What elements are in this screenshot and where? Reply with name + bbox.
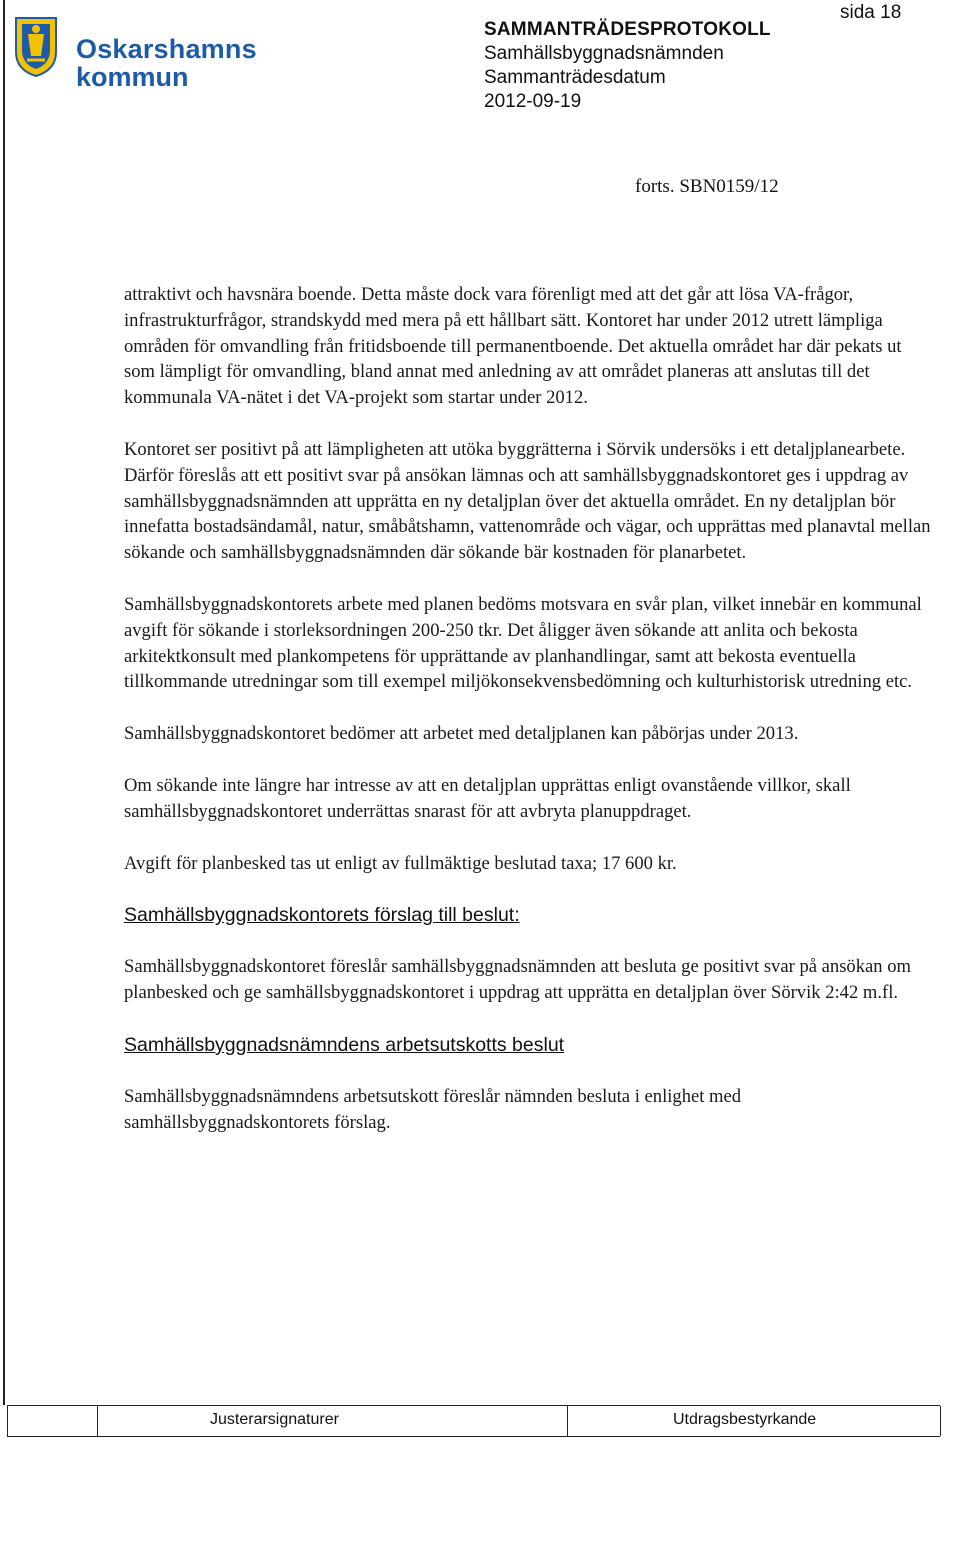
paragraph: attraktivt och havsnära boende. Detta måste dock vara förenligt med att det går att lösa VA-frågor, infrastrukturfrågor, strandskydd med mera på ett hållbart sätt. Kontoret har under 2012 utrett lämpliga områden för omvandling från fritidsboende till permanentboende. Det aktuella området har där pekats ut som lämpligt för omvandling, bland annat med anledning av att området planeras att anslutas till det kommunala VA-nätet i det VA-projekt som startar under 2012.: [124, 284, 902, 409]
paragraph: Avgift för planbesked tas ut enligt av fullmäktige beslutad taxa; 17 600 kr.: [124, 852, 677, 874]
case-reference: forts. SBN0159/12: [635, 176, 779, 197]
logo-wordmark: [76, 36, 257, 91]
logo-line-1: Oskarshamns: [76, 34, 257, 64]
section-heading-decision: Samhällsbyggnadsnämndens arbetsutskotts beslut: [124, 1033, 565, 1056]
document-body: [124, 282, 934, 1136]
footer-cell-blank: [7, 1406, 98, 1436]
footer-cell-signatures: [97, 1406, 568, 1436]
logo-line-2: kommun: [76, 62, 189, 92]
certification-label: Utdragsbestyrkande: [673, 1411, 817, 1428]
municipality-logo: [14, 14, 264, 92]
page-number: sida 18: [840, 2, 902, 23]
signature-footer: [7, 1405, 940, 1437]
paragraph: Samhällsbyggnadskontoret föreslår samhällsbyggnadsnämnden att besluta ge positivt svar på ansökan om planbesked och ge samhällsbyggnadskontoret i uppdrag att upprätta en detaljplan över Sörvik 2:42 m.fl.: [124, 956, 911, 1004]
crest-icon: [14, 16, 58, 78]
paragraph: Kontoret ser positivt på att lämpligheten att utöka byggrätterna i Sörvik undersöks i ett detaljplanearbete. Därför föreslås att ett positivt svar på ansökan lämnas och att samhällsbyggnadskontoret ges i uppdrag av samhällsbyggnadsnämnden att upprätta en ny detaljplan över det aktuella området. En ny detaljplan bör innefatta bostadsändamål, natur, småbåtshamn, vattenområde och vägar, och upprättas med planavtal mellan sökande och samhällsbyggnadsnämnden där sökande bär kostnaden för planarbetet.: [124, 438, 931, 564]
paragraph: Samhällsbyggnadsnämndens arbetsutskott föreslår nämnden besluta i enlighet med samhällsbyggnadskontorets förslag.: [124, 1085, 742, 1133]
signatures-label: Justerarsignaturer: [210, 1411, 339, 1428]
paragraph: Samhällsbyggnadskontoret bedömer att arbetet med detaljplanen kan påbörjas under 2013.: [124, 723, 799, 745]
committee-name: Samhällsbyggnadsnämnden: [484, 43, 724, 64]
paragraph: Om sökande inte längre har intresse av att en detaljplan upprättas enligt ovanstående villkor, skall samhällsbyggnadskontoret underrättas snarast för att avbryta planuppdraget.: [124, 774, 851, 822]
section-heading-proposal: Samhällsbyggnadskontorets förslag till beslut:: [124, 904, 520, 927]
protocol-title: SAMMANTRÄDESPROTOKOLL: [484, 19, 771, 40]
paragraph: Samhällsbyggnadskontorets arbete med planen bedöms motsvara en svår plan, vilket innebär en kommunal avgift för sökande i storleksordningen 200-250 tkr. Det åligger även sökande att anlita och bekosta arkitektkonsult med plankompetens för upprättande av planhandlingar, samt att bekosta eventuella tillkommande utredningar som till exempel miljökonsekvensbedömning och kulturhistorisk utredning etc.: [124, 593, 922, 693]
meeting-date-label: Sammanträdesdatum: [484, 67, 666, 88]
left-margin-rule: [3, 0, 5, 1405]
meeting-date: 2012-09-19: [484, 91, 582, 112]
protocol-header: [484, 18, 771, 114]
footer-cell-certification: [567, 1406, 941, 1436]
